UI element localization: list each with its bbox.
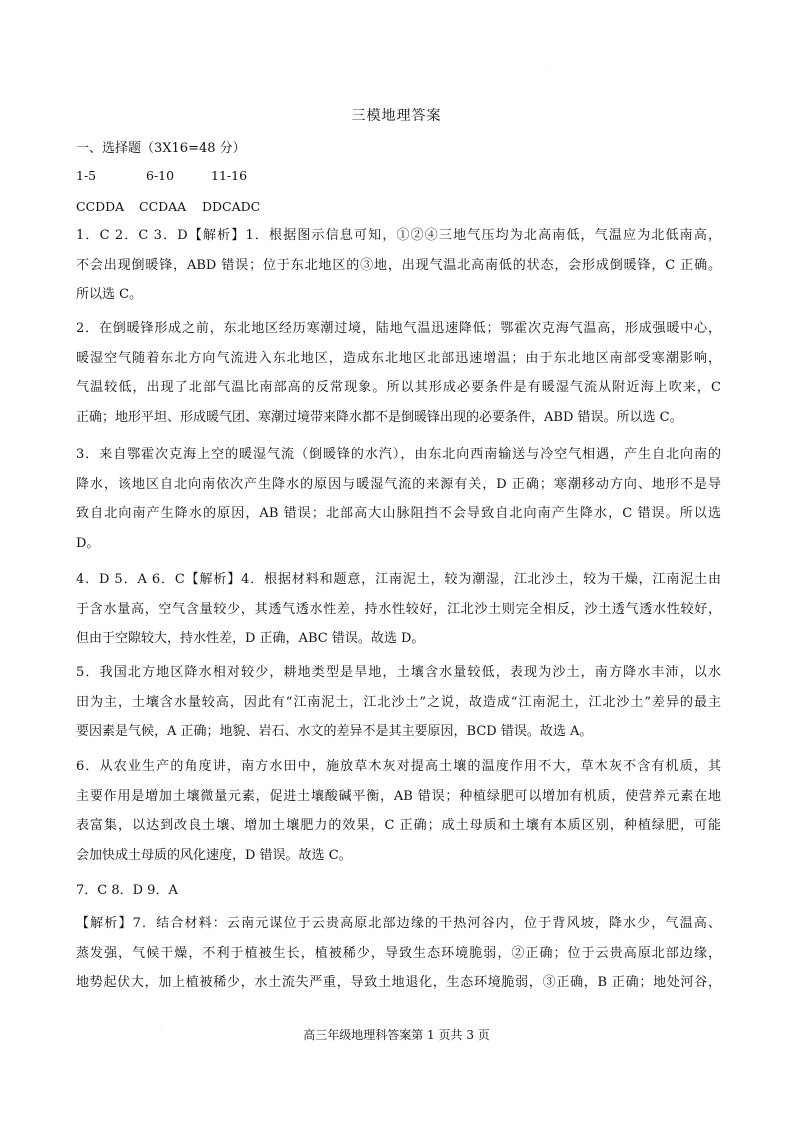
text-line: 降水，该地区自北向南依次产生降水的原因与暖湿气流的来源有关，D 正确；寒潮移动方向、地形不是导 [76, 476, 721, 492]
text-line: 会加快成土母质的风化速度，D 错误。故选 C。 [76, 847, 352, 863]
page-footer: 高三年级地理科答案第 1 页共 3 页 [303, 1028, 490, 1042]
text-line: 田为主，土壤含水量较高，因此有“江南泥土，江北沙土”之说，故造成“江南泥土，江北沙土”差异的最主 [76, 694, 721, 710]
text-line: 2．在倒暖锋形成之前，东北地区经历寒潮过境，陆地气温迅速降低；鄂霍次克海气温高，形成强暖中心， [76, 321, 721, 336]
page-title: 三模地理答案 [351, 108, 442, 124]
text-line: 5．我国北方地区降水相对较少，耕地类型是旱地，土壤含水量较低，表现为沙土，南方降水丰沛，以水 [76, 665, 721, 680]
text-line: 表富集，以达到改良土壤、增加土壤肥力的效果，C 正确；成土母质和土壤有本质区别，种植绿肥，可能 [76, 818, 721, 833]
answer-range: 11-16 [211, 168, 248, 183]
explanation-q7 [76, 909, 721, 998]
answer-key: DDCADC [202, 199, 261, 214]
explanation-q1-3 [76, 221, 721, 310]
text-line: 蒸发强，气候干燥，不利于植被生长，植被稀少，导致生态环境脆弱，②正确；位于云贵高原北部边缘， [76, 945, 721, 961]
text-line: 6．从农业生产的角度讲，南方水田中，施放草木灰对提高土壤的温度作用不大，草木灰不含有机质，其 [76, 759, 721, 774]
answer-key: CCDDA [76, 199, 125, 214]
text-line: 地势起伏大，加上植被稀少，水土流失严重，导致土地退化，生态环境脆弱，③正确，B 正确；地处河谷， [76, 975, 721, 990]
text-line: 气温较低，出现了北部气温比南部高的反常现象。所以其形成必要条件是有暖湿气流从附近海上吹来，C [76, 380, 721, 395]
scan-speck: · [161, 1024, 163, 1031]
text-line: 4．D 5．A 6．C【解析】4．根据材料和题意，江南泥土，较为潮湿，江北沙土，较为干燥，江南泥土由 [76, 572, 721, 587]
section-heading: 一、选择题（3X16=48 分） [76, 141, 246, 156]
explanation-q4-6 [76, 565, 721, 654]
text-line: 所以选 C。 [76, 287, 143, 302]
answers-q7-9 [76, 876, 721, 906]
text-line: 但由于空隙较大，持水性差，D 正确，ABC 错误。故选 D。 [76, 631, 425, 646]
text-line: 要因素是气候，A 正确；地貌、岩石、水文的差异不是其主要原因，BCD 错误。故选 A。 [76, 724, 593, 739]
text-line: 3．来自鄂霍次克海上空的暖湿气流（倒暖锋的水汽），由东北向西南输送与冷空气相遇，产生自北向南的 [76, 447, 721, 462]
text-line: 主要作用是增加土壤微量元素，促进土壤酸碱平衡，AB 错误；种植绿肥可以增加有机质，使营养元素在地 [76, 788, 721, 804]
text-line: 正确；地形平坦、形成暖气团、寒潮过境带来降水都不是倒暖锋出现的必要条件，ABD 错误。所以选 C。 [76, 409, 683, 425]
text-line: 【解析】7．结合材料：云南元谋位于云贵高原北部边缘的干热河谷内，位于背风坡，降水少，气温高、 [76, 916, 721, 931]
explanation-q3 [76, 440, 721, 558]
scan-speck: · [546, 64, 548, 71]
answer-range: 6-10 [146, 168, 175, 183]
explanation-q6 [76, 752, 721, 870]
text-line: 暖湿空气随着东北方向气流进入东北地区，造成东北地区北部迅速增温；由于东北地区南部受寒潮影响， [76, 350, 721, 366]
explanation-q5 [76, 658, 721, 747]
answer-range: 1-5 [76, 168, 97, 183]
text-line: 1．C 2．C 3．D【解析】1．根据图示信息可知，①②④三地气压均为北高南低，气温应为北低南高， [76, 228, 721, 243]
text-line: 7．C 8．D 9．A [76, 883, 178, 898]
text-line: 不会出现倒暖锋，ABD 错误；位于东北地区的③地，出现气温北高南低的状态，会形成倒暖锋，C 正确。 [76, 257, 721, 273]
text-line: 于含水量高，空气含量较少，其透气透水性差，持水性较好，江北沙土则完全相反，沙土透气透水性较好， [76, 601, 721, 617]
text-line: 致自北向南产生降水的原因，AB 错误；北部高大山脉阻挡不会导致自北向南产生降水，C 错误。所以选 [76, 506, 721, 521]
explanation-q2 [76, 314, 721, 432]
answer-key: CCDAA [139, 199, 187, 214]
text-line: D。 [76, 535, 100, 551]
